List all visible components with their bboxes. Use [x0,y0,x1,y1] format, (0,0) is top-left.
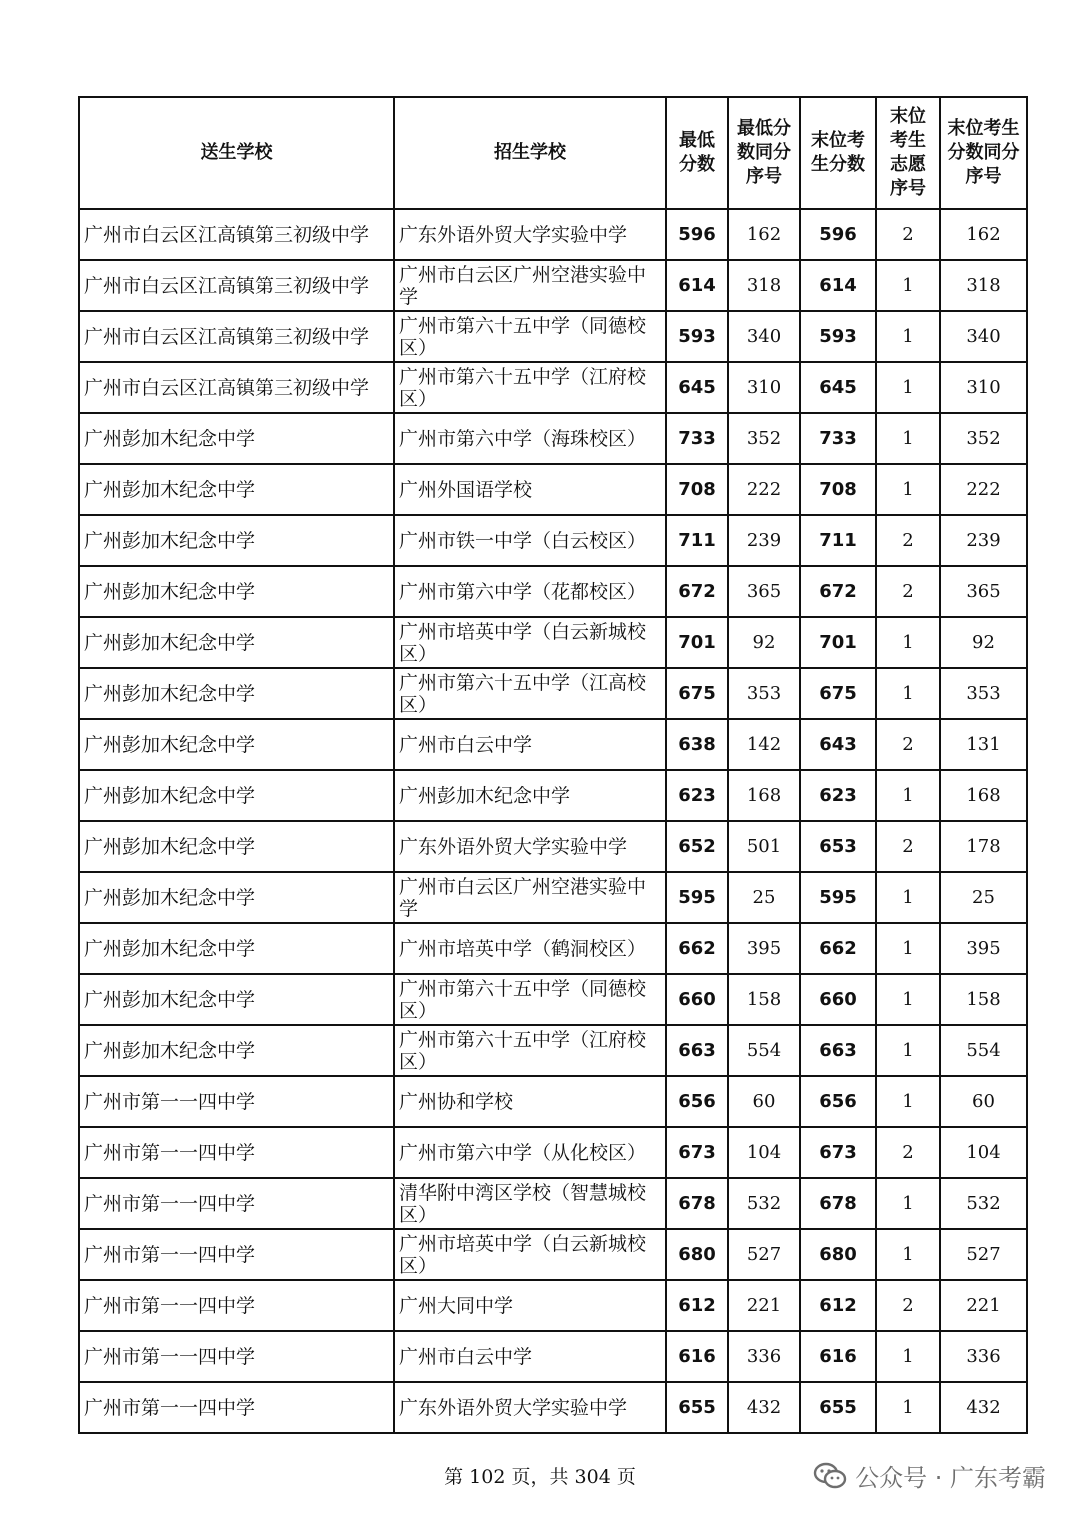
min-score-cell: 662 [666,923,728,974]
admitting-school-cell: 广州市白云区广州空港实验中学 [394,872,666,923]
min-score-rank-cell: 158 [728,974,800,1025]
header-admitting-school: 招生学校 [394,97,666,209]
sending-school-cell: 广州彭加木纪念中学 [79,1025,394,1076]
last-choice-order-cell: 1 [876,974,940,1025]
min-score-rank-cell: 104 [728,1127,800,1178]
table-row [79,515,1027,566]
last-choice-order-cell: 1 [876,1076,940,1127]
table-row [79,1178,1027,1229]
admitting-school-cell: 广州市第六十五中学（江府校区） [394,1025,666,1076]
min-score-rank-cell: 432 [728,1382,800,1433]
min-score-cell: 708 [666,464,728,515]
last-score-rank-cell: 92 [940,617,1027,668]
last-score-rank-cell: 131 [940,719,1027,770]
last-score-rank-cell: 527 [940,1229,1027,1280]
min-score-rank-cell: 501 [728,821,800,872]
last-score-cell: 660 [800,974,876,1025]
min-score-rank-cell: 352 [728,413,800,464]
last-choice-order-cell: 1 [876,1229,940,1280]
sending-school-cell: 广州市白云区江高镇第三初级中学 [79,209,394,260]
last-choice-order-cell: 1 [876,923,940,974]
wechat-icon [813,1461,847,1491]
table-row [79,1229,1027,1280]
header-min-score-rank: 最低分 数同分 序号 [728,97,800,209]
min-score-cell: 623 [666,770,728,821]
last-score-cell: 701 [800,617,876,668]
admitting-school-cell: 广州市白云中学 [394,719,666,770]
last-choice-order-cell: 1 [876,464,940,515]
last-choice-order-cell: 2 [876,515,940,566]
last-score-rank-cell: 178 [940,821,1027,872]
admitting-school-cell: 广州市培英中学（白云新城校区） [394,1229,666,1280]
sending-school-cell: 广州彭加木纪念中学 [79,464,394,515]
sending-school-cell: 广州市白云区江高镇第三初级中学 [79,362,394,413]
last-score-rank-cell: 336 [940,1331,1027,1382]
admission-table-container [78,96,1028,1434]
sending-school-cell: 广州市第一一四中学 [79,1178,394,1229]
sending-school-cell: 广州市白云区江高镇第三初级中学 [79,311,394,362]
min-score-rank-cell: 318 [728,260,800,311]
sending-school-cell: 广州市第一一四中学 [79,1076,394,1127]
last-score-rank-cell: 353 [940,668,1027,719]
admitting-school-cell: 广州市第六十五中学（同德校区） [394,311,666,362]
min-score-cell: 616 [666,1331,728,1382]
admitting-school-cell: 广州协和学校 [394,1076,666,1127]
sending-school-cell: 广州彭加木纪念中学 [79,413,394,464]
table-row [79,311,1027,362]
last-choice-order-cell: 1 [876,311,940,362]
min-score-cell: 656 [666,1076,728,1127]
sending-school-cell: 广州市第一一四中学 [79,1229,394,1280]
table-row [79,770,1027,821]
last-score-cell: 623 [800,770,876,821]
min-score-rank-cell: 310 [728,362,800,413]
last-score-cell: 596 [800,209,876,260]
last-choice-order-cell: 1 [876,1382,940,1433]
last-score-rank-cell: 432 [940,1382,1027,1433]
last-score-rank-cell: 168 [940,770,1027,821]
watermark [813,1458,1046,1493]
last-choice-order-cell: 2 [876,821,940,872]
admitting-school-cell: 广州市白云中学 [394,1331,666,1382]
sending-school-cell: 广州市白云区江高镇第三初级中学 [79,260,394,311]
min-score-cell: 701 [666,617,728,668]
sending-school-cell: 广州市第一一四中学 [79,1382,394,1433]
min-score-rank-cell: 353 [728,668,800,719]
watermark-text: 公众号 · 广东考霸 [855,1464,1046,1492]
min-score-cell: 673 [666,1127,728,1178]
table-row [79,974,1027,1025]
last-score-cell: 593 [800,311,876,362]
last-choice-order-cell: 1 [876,1178,940,1229]
last-choice-order-cell: 2 [876,209,940,260]
min-score-rank-cell: 532 [728,1178,800,1229]
admitting-school-cell: 广州市第六中学（海珠校区） [394,413,666,464]
last-score-cell: 614 [800,260,876,311]
last-score-rank-cell: 395 [940,923,1027,974]
admitting-school-cell: 广州市第六十五中学（江高校区） [394,668,666,719]
table-row [79,923,1027,974]
admission-table [78,96,1028,1434]
last-score-rank-cell: 162 [940,209,1027,260]
admitting-school-cell: 广州市铁一中学（白云校区） [394,515,666,566]
page-number: 第 102 页，共 304 页 [444,1466,636,1488]
admitting-school-cell: 广州市第六十五中学（同德校区） [394,974,666,1025]
min-score-rank-cell: 222 [728,464,800,515]
min-score-cell: 638 [666,719,728,770]
last-score-rank-cell: 221 [940,1280,1027,1331]
min-score-rank-cell: 142 [728,719,800,770]
min-score-cell: 595 [666,872,728,923]
min-score-cell: 672 [666,566,728,617]
last-score-rank-cell: 239 [940,515,1027,566]
last-score-cell: 612 [800,1280,876,1331]
last-score-cell: 675 [800,668,876,719]
min-score-rank-cell: 395 [728,923,800,974]
table-row [79,1076,1027,1127]
admitting-school-cell: 广东外语外贸大学实验中学 [394,1382,666,1433]
min-score-rank-cell: 221 [728,1280,800,1331]
admitting-school-cell: 广州市第六中学（花都校区） [394,566,666,617]
last-choice-order-cell: 1 [876,362,940,413]
last-score-rank-cell: 318 [940,260,1027,311]
last-score-rank-cell: 222 [940,464,1027,515]
min-score-rank-cell: 239 [728,515,800,566]
last-score-cell: 645 [800,362,876,413]
sending-school-cell: 广州彭加木纪念中学 [79,515,394,566]
last-score-rank-cell: 104 [940,1127,1027,1178]
table-row [79,209,1027,260]
table-row [79,821,1027,872]
last-score-rank-cell: 158 [940,974,1027,1025]
admitting-school-cell: 广州市白云区广州空港实验中学 [394,260,666,311]
last-score-cell: 733 [800,413,876,464]
table-row [79,1382,1027,1433]
table-row [79,1127,1027,1178]
last-score-cell: 643 [800,719,876,770]
last-score-rank-cell: 25 [940,872,1027,923]
last-choice-order-cell: 1 [876,872,940,923]
admitting-school-cell: 广州市培英中学（白云新城校区） [394,617,666,668]
admitting-school-cell: 广东外语外贸大学实验中学 [394,821,666,872]
table-row [79,413,1027,464]
table-row [79,1280,1027,1331]
last-score-cell: 663 [800,1025,876,1076]
last-choice-order-cell: 2 [876,566,940,617]
sending-school-cell: 广州彭加木纪念中学 [79,617,394,668]
header-sending-school: 送生学校 [79,97,394,209]
last-score-rank-cell: 554 [940,1025,1027,1076]
last-score-cell: 656 [800,1076,876,1127]
last-choice-order-cell: 2 [876,1280,940,1331]
min-score-cell: 663 [666,1025,728,1076]
min-score-cell: 711 [666,515,728,566]
min-score-cell: 593 [666,311,728,362]
last-score-rank-cell: 310 [940,362,1027,413]
table-row [79,617,1027,668]
table-row [79,1331,1027,1382]
table-row [79,260,1027,311]
min-score-cell: 680 [666,1229,728,1280]
last-score-cell: 678 [800,1178,876,1229]
min-score-cell: 645 [666,362,728,413]
min-score-rank-cell: 162 [728,209,800,260]
header-last-choice-order: 末位 考生 志愿 序号 [876,97,940,209]
sending-school-cell: 广州彭加木纪念中学 [79,872,394,923]
last-choice-order-cell: 2 [876,1127,940,1178]
last-choice-order-cell: 1 [876,1331,940,1382]
table-row [79,464,1027,515]
admitting-school-cell: 广州彭加木纪念中学 [394,770,666,821]
min-score-cell: 596 [666,209,728,260]
admitting-school-cell: 广州大同中学 [394,1280,666,1331]
min-score-cell: 675 [666,668,728,719]
min-score-rank-cell: 60 [728,1076,800,1127]
last-choice-order-cell: 1 [876,770,940,821]
table-header-row [79,97,1027,209]
min-score-cell: 614 [666,260,728,311]
last-score-cell: 653 [800,821,876,872]
last-choice-order-cell: 1 [876,260,940,311]
sending-school-cell: 广州彭加木纪念中学 [79,821,394,872]
min-score-cell: 652 [666,821,728,872]
table-row [79,719,1027,770]
table-body [79,209,1027,1433]
admitting-school-cell: 清华附中湾区学校（智慧城校区） [394,1178,666,1229]
min-score-cell: 660 [666,974,728,1025]
sending-school-cell: 广州市第一一四中学 [79,1331,394,1382]
table-row [79,566,1027,617]
header-last-score: 末位考 生分数 [800,97,876,209]
min-score-rank-cell: 92 [728,617,800,668]
min-score-rank-cell: 527 [728,1229,800,1280]
last-score-rank-cell: 60 [940,1076,1027,1127]
last-score-rank-cell: 365 [940,566,1027,617]
sending-school-cell: 广州市第一一四中学 [79,1127,394,1178]
admitting-school-cell: 广东外语外贸大学实验中学 [394,209,666,260]
admitting-school-cell: 广州市第六十五中学（江府校区） [394,362,666,413]
min-score-cell: 655 [666,1382,728,1433]
last-score-cell: 616 [800,1331,876,1382]
table-row [79,872,1027,923]
table-row [79,362,1027,413]
last-score-rank-cell: 352 [940,413,1027,464]
sending-school-cell: 广州彭加木纪念中学 [79,770,394,821]
admitting-school-cell: 广州外国语学校 [394,464,666,515]
min-score-cell: 678 [666,1178,728,1229]
sending-school-cell: 广州彭加木纪念中学 [79,668,394,719]
table-row [79,1025,1027,1076]
last-score-cell: 655 [800,1382,876,1433]
last-score-cell: 711 [800,515,876,566]
sending-school-cell: 广州彭加木纪念中学 [79,719,394,770]
last-choice-order-cell: 2 [876,719,940,770]
last-choice-order-cell: 1 [876,617,940,668]
admitting-school-cell: 广州市第六中学（从化校区） [394,1127,666,1178]
header-min-score: 最低 分数 [666,97,728,209]
last-score-cell: 673 [800,1127,876,1178]
min-score-rank-cell: 340 [728,311,800,362]
last-choice-order-cell: 1 [876,1025,940,1076]
last-score-cell: 680 [800,1229,876,1280]
header-last-score-rank: 末位考生 分数同分 序号 [940,97,1027,209]
min-score-rank-cell: 365 [728,566,800,617]
sending-school-cell: 广州彭加木纪念中学 [79,566,394,617]
last-choice-order-cell: 1 [876,413,940,464]
min-score-rank-cell: 25 [728,872,800,923]
last-score-rank-cell: 340 [940,311,1027,362]
sending-school-cell: 广州彭加木纪念中学 [79,923,394,974]
admitting-school-cell: 广州市培英中学（鹤洞校区） [394,923,666,974]
last-score-cell: 662 [800,923,876,974]
min-score-rank-cell: 554 [728,1025,800,1076]
last-score-cell: 595 [800,872,876,923]
sending-school-cell: 广州彭加木纪念中学 [79,974,394,1025]
last-score-cell: 672 [800,566,876,617]
last-score-rank-cell: 532 [940,1178,1027,1229]
sending-school-cell: 广州市第一一四中学 [79,1280,394,1331]
table-row [79,668,1027,719]
last-score-cell: 708 [800,464,876,515]
min-score-rank-cell: 168 [728,770,800,821]
min-score-cell: 612 [666,1280,728,1331]
min-score-cell: 733 [666,413,728,464]
min-score-rank-cell: 336 [728,1331,800,1382]
last-choice-order-cell: 1 [876,668,940,719]
